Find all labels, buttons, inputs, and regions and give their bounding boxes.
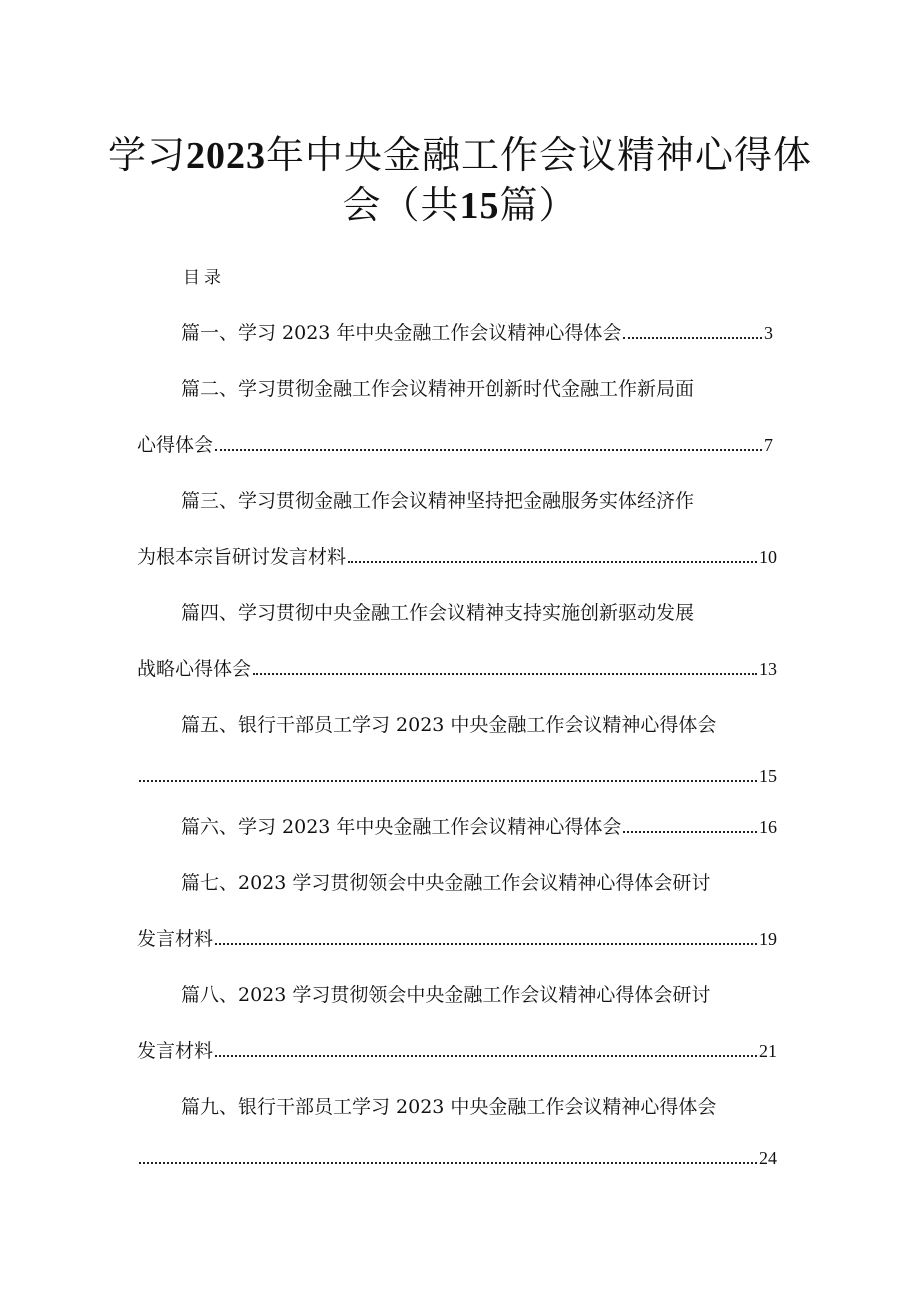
toc-entry-1[interactable] (181, 322, 773, 344)
toc-page-number: 24 (759, 1148, 777, 1168)
toc-leader-dots (348, 561, 757, 563)
toc-entry-title-cont: 发言材料 (137, 928, 214, 950)
toc-entry-4-cont[interactable] (137, 658, 777, 680)
toc-entry-3-cont[interactable] (137, 546, 777, 568)
toc-page-number: 15 (759, 766, 777, 786)
toc-entry-3[interactable] (181, 490, 694, 512)
toc-entry-title-cont: 发言材料 (137, 1040, 214, 1062)
title-part: 会（共 (342, 183, 460, 227)
toc-entry-8-cont[interactable] (137, 1040, 777, 1062)
toc-page-number: 13 (759, 659, 777, 679)
toc-heading: 目录 (183, 268, 225, 288)
toc-leader-dots (215, 1055, 757, 1057)
toc-entry-2-cont[interactable] (137, 434, 773, 456)
toc-page-number: 16 (759, 817, 777, 837)
toc-leader-dots (215, 943, 757, 945)
toc-entry-title: 篇一、学习 2023 年中央金融工作会议精神心得体会 (181, 322, 622, 344)
title-part: 篇） (499, 183, 578, 227)
toc-entry-title: 篇七、2023 学习贯彻领会中央金融工作会议精神心得体会研讨 (181, 872, 711, 894)
toc-leader-dots (623, 831, 757, 833)
title-year: 2023 (186, 135, 266, 177)
toc-page-number: 10 (759, 547, 777, 567)
toc-leader-dots (623, 337, 762, 339)
toc-page-number: 21 (759, 1041, 777, 1061)
toc-entry-title: 篇四、学习贯彻中央金融工作会议精神支持实施创新驱动发展 (181, 602, 695, 624)
toc-entry-title-cont: 心得体会 (137, 434, 214, 456)
toc-leader-dots (139, 1162, 757, 1164)
toc-entry-title: 篇六、学习 2023 年中央金融工作会议精神心得体会 (181, 816, 622, 838)
toc-entry-5-cont[interactable] (137, 765, 777, 787)
toc-entry-title: 篇三、学习贯彻金融工作会议精神坚持把金融服务实体经济作 (181, 490, 695, 512)
title-part: 学习 (107, 133, 186, 177)
toc-entry-title: 篇八、2023 学习贯彻领会中央金融工作会议精神心得体会研讨 (181, 984, 711, 1006)
toc-entry-title-cont: 为根本宗旨研讨发言材料 (137, 546, 347, 568)
toc-leader-dots (253, 673, 757, 675)
title-count: 15 (459, 185, 500, 227)
title-part: 年中央金融工作会议精神心得体 (266, 133, 813, 177)
toc-leader-dots (215, 449, 762, 451)
toc-page-number: 7 (764, 435, 773, 455)
toc-entry-7-cont[interactable] (137, 928, 777, 950)
toc-entry-9-cont[interactable] (137, 1147, 777, 1169)
toc-leader-dots (139, 780, 757, 782)
toc-entry-4[interactable] (181, 602, 694, 624)
toc-entry-6[interactable] (181, 816, 777, 838)
toc-entry-title: 篇九、银行干部员工学习 2023 中央金融工作会议精神心得体会 (181, 1096, 717, 1118)
toc-entry-title-cont: 战略心得体会 (137, 658, 252, 680)
toc-entry-7[interactable] (181, 872, 710, 894)
document-title-line-2 (0, 183, 920, 227)
document-title-line-1 (0, 133, 920, 177)
toc-entry-5[interactable] (181, 714, 716, 736)
toc-entry-2[interactable] (181, 378, 694, 400)
toc-entry-9[interactable] (181, 1096, 716, 1118)
toc-entry-title: 篇二、学习贯彻金融工作会议精神开创新时代金融工作新局面 (181, 378, 695, 400)
toc-entry-title: 篇五、银行干部员工学习 2023 中央金融工作会议精神心得体会 (181, 714, 717, 736)
toc-entry-8[interactable] (181, 984, 710, 1006)
toc-page-number: 19 (759, 929, 777, 949)
toc-page-number: 3 (764, 323, 773, 343)
